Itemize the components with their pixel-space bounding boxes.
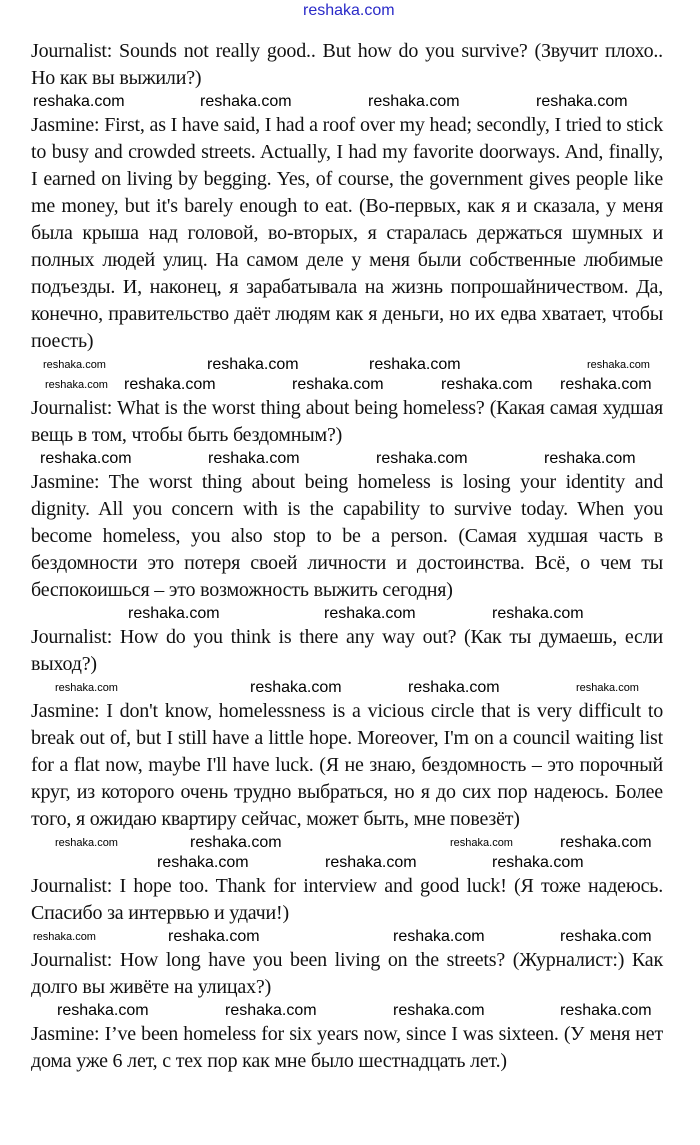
- watermark: reshaka.com: [324, 605, 416, 622]
- watermark: reshaka.com: [207, 356, 299, 373]
- watermark: reshaka.com: [33, 931, 96, 943]
- watermark: reshaka.com: [450, 837, 513, 849]
- watermark-row: [0, 355, 700, 375]
- watermark: reshaka.com: [393, 1002, 485, 1019]
- dialogue-jasmine-how-long: Jasmine: I’ve been homeless for six years now, since I was sixteen. (У меня нет дома уже 6 лет, с тех пор как мне было шестнадцать лет.): [31, 1023, 663, 1072]
- watermark: reshaka.com: [492, 854, 584, 871]
- watermark-row: [0, 853, 700, 873]
- watermark-row: [0, 678, 700, 698]
- watermark-row: [0, 92, 700, 112]
- dialogue-journalist-worst: Journalist: What is the worst thing about being homeless? (Какая самая худшая вещь в том, чтобы быть бездомным?): [31, 397, 663, 446]
- watermark: reshaka.com: [124, 376, 216, 393]
- dialogue-journalist-how-long: Journalist: How long have you been living on the streets? (Журналист:) Как долго вы живёте на улицах?): [31, 949, 663, 998]
- watermark: reshaka.com: [560, 834, 652, 851]
- watermark: reshaka.com: [40, 450, 132, 467]
- watermark-row: [0, 449, 700, 469]
- dialogue-jasmine-survive: Jasmine: First, as I have said, I had a roof over my head; secondly, I tried to stick to busy and crowded streets. Actually, I had my favorite doorways. And, finally, I earned on living by begging. Yes, of course, the government gives people like me money, but it's barely enough to eat. (Во-первых, как я и сказала, у меня была крыша над головой, во-вторых, я старалась держаться шумных и полных людей улиц. На самом деле у меня были собственные любимые подъезды. И, наконец, я зарабатывала на жизнь попрошайничеством. Да, конечно, правительство даёт людям как я деньги, но их едва хватает, чтобы поесть): [31, 114, 663, 352]
- watermark-row: [0, 833, 700, 853]
- watermark: reshaka.com: [43, 359, 106, 371]
- watermark-row: [0, 927, 700, 947]
- watermark: reshaka.com: [376, 450, 468, 467]
- watermark: reshaka.com: [157, 854, 249, 871]
- watermark: reshaka.com: [408, 679, 500, 696]
- dialogue-journalist-way-out: Journalist: How do you think is there any way out? (Как ты думаешь, если выход?): [31, 626, 663, 675]
- watermark: reshaka.com: [325, 854, 417, 871]
- watermark: reshaka.com: [560, 928, 652, 945]
- watermark: reshaka.com: [55, 837, 118, 849]
- site-watermark-header[interactable]: reshaka.com: [303, 2, 395, 19]
- watermark: reshaka.com: [393, 928, 485, 945]
- watermark: reshaka.com: [190, 834, 282, 851]
- watermark: reshaka.com: [45, 379, 108, 391]
- watermark-row: [0, 604, 700, 624]
- watermark: reshaka.com: [441, 376, 533, 393]
- dialogue-jasmine-way-out: Jasmine: I don't know, homelessness is a vicious circle that is very difficult to break out of, but I still have a little hope. Moreover, I'm on a council waiting list for a flat now, maybe I'll have luck. (Я не знаю, бездомность – это порочный круг, из которого очень трудно выбраться, но я до сих пор надеюсь. Более того, я ожидаю квартиру сейчас, может быть, мне повезёт): [31, 700, 663, 830]
- watermark: reshaka.com: [55, 682, 118, 694]
- watermark-row: [0, 1001, 700, 1021]
- watermark: reshaka.com: [200, 93, 292, 110]
- watermark: reshaka.com: [208, 450, 300, 467]
- watermark: reshaka.com: [57, 1002, 149, 1019]
- watermark: reshaka.com: [576, 682, 639, 694]
- document-page: [0, 20, 700, 1075]
- watermark: reshaka.com: [225, 1002, 317, 1019]
- watermark: reshaka.com: [168, 928, 260, 945]
- watermark: reshaka.com: [33, 93, 125, 110]
- watermark: reshaka.com: [536, 93, 628, 110]
- watermark: reshaka.com: [587, 359, 650, 371]
- watermark: reshaka.com: [560, 376, 652, 393]
- watermark-row: [0, 375, 700, 395]
- watermark: reshaka.com: [544, 450, 636, 467]
- watermark: reshaka.com: [368, 93, 460, 110]
- dialogue-jasmine-worst: Jasmine: The worst thing about being homeless is losing your identity and dignity. All you concern with is the capability to survive today. When you become homeless, you also stop to be a person. (Самая худшая часть в бездомности это потеря своей личности и достоинства. Всё, о чем ты беспокоишься – это возможность выжить сегодня): [31, 471, 663, 601]
- watermark: reshaka.com: [492, 605, 584, 622]
- dialogue-journalist-survive: Journalist: Sounds not really good.. But how do you survive? (Звучит плохо.. Но как вы выжили?): [31, 40, 663, 89]
- watermark: reshaka.com: [560, 1002, 652, 1019]
- watermark: reshaka.com: [250, 679, 342, 696]
- watermark-header-row: [0, 0, 700, 20]
- watermark: reshaka.com: [369, 356, 461, 373]
- watermark: reshaka.com: [292, 376, 384, 393]
- dialogue-journalist-thanks: Journalist: I hope too. Thank for interview and good luck! (Я тоже надеюсь. Спасибо за интервью и удачи!): [31, 875, 663, 924]
- watermark: reshaka.com: [128, 605, 220, 622]
